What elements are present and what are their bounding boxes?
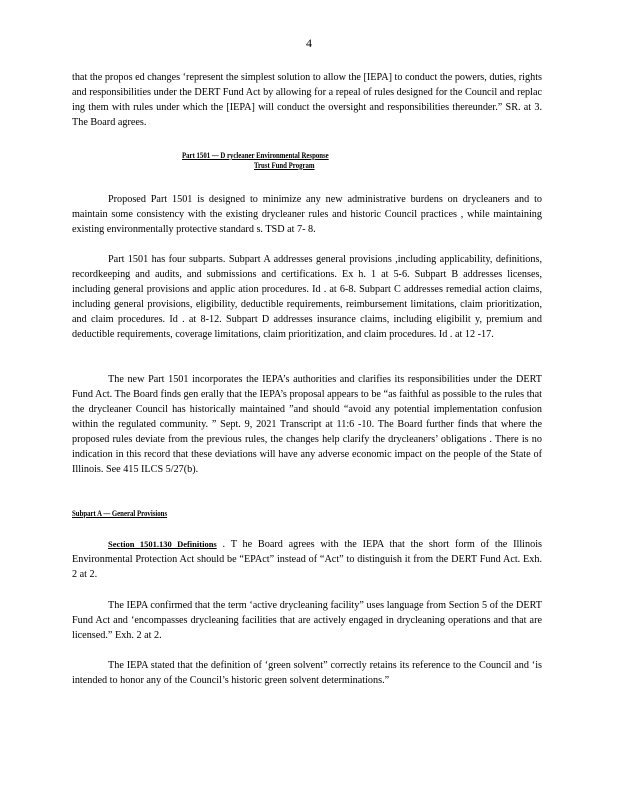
section-label: Section 1501.130 Definitions — [108, 539, 217, 549]
proposed-part-paragraph: Proposed Part 1501 is designed to minimize any new administrative burdens on drycleaners and to maintain some consistency with the existing drycleaner rules and historic Council practices , while maintaining existing environmentally protective standard s. TSD at 7- 8. — [72, 194, 542, 235]
intro-paragraph: that the propos ed changes ‘represent the simplest solution to allow the [IEPA] to conduct the powers, duties, rights and responsibilities under the DERT Fund Act by allowing for a repeal of rules designed for the Council and replac ing them with rules under which the [IEPA] will conduct the oversight and responsibilities thereunder.” SR. at 3. The Board agrees. — [72, 72, 542, 128]
subpart-a-heading: Subpart A — General Provisions — [72, 508, 168, 518]
green-solvent-paragraph: The IEPA stated that the definition of ‘green solvent” correctly retains its reference to the Council and ‘is intended to honor any of the Council’s historic green solvent determinations.” — [72, 660, 542, 686]
subparts-paragraph: Part 1501 has four subparts. Subpart A addresses general provisions ,including applicability, definitions, recordkeeping and audits, and submissions and certifications. Ex h. 1 at 5-6. Subpart B addresses licenses, including general provisions and applic ation procedures. Id . at 6-8. Subpart C addresses remedial action claims, including general provisions, eligibility, deductible requirements, reimbursement limitations, claim prioritization, and claim procedures. Id . at 8-12. Subpart D addresses insurance claims, including eligibilit y, premium and deductible requirements, coverage limitations, claim prioritization, and claim procedures. Id . at 12 -17. — [72, 254, 542, 340]
incorporates-paragraph: The new Part 1501 incorporates the IEPA’s authorities and clarifies its responsibilities under the DERT Fund Act. The Board finds gen erally that the IEPA’s proposal appears to be “as faithful as possible to the rules that the drycleaner Council has historically maintained ”and should “avoid any potential implementation confusion within the regulated community. ” Sept. 9, 2021 Transcript at 11:6 -10. The Board further finds that where the proposed rules deviate from the previous rules, the changes help clarify the drycleaners’ obligations . There is no indication in this record that these deviations will have any adverse economic impact on the people of the State of Illinois. See 415 ILCS 5/27(b). — [72, 374, 542, 475]
definitions-paragraph — [72, 537, 542, 582]
part-heading-line2: Trust Fund Program — [254, 160, 315, 170]
page-number: 4 — [306, 36, 312, 50]
part-heading — [182, 150, 454, 170]
part-heading-line1: Part 1501 — D rycleaner Environmental Response — [182, 150, 329, 160]
confirmed-paragraph: The IEPA confirmed that the term ‘active drycleaning facility” uses language from Section 5 of the DERT Fund Act and ‘encompasses drycleaning facilities that are actively engaged in drycleaning operations and that are licensed.” Exh. 2 at 2. — [72, 600, 542, 641]
definitions-text: . T he Board agrees with the IEPA that the short form of the Illinois Environmental Protection Act should be “EPAct” instead of “Act” to distinguish it from the DERT Fund Act. Exh. 2 at 2. — [72, 539, 542, 580]
